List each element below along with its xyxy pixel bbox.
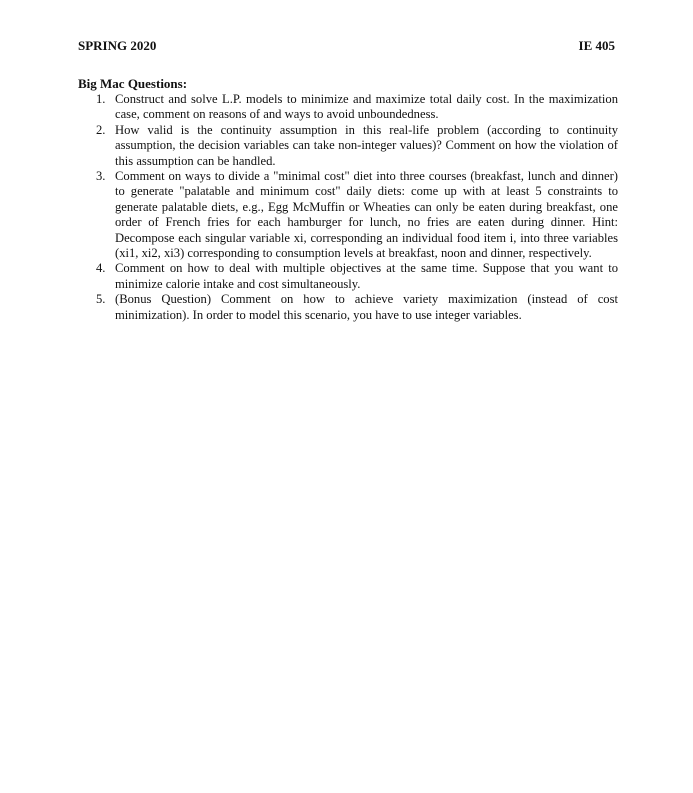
question-number: 4. (96, 261, 106, 276)
question-text: Comment on ways to divide a "minimal cost" diet into three courses (breakfast, lunch and dinner) to generate "palatable and minimum cost" daily diets: come up with at least 5 constraints to generate palatable diets, e.g., Egg McMuffin or Wheaties can only be eaten during breakfast, one order of French fries for each hamburger for lunch, no fries are eaten during dinner. Hint: Decompose each singular variable xi, corresponding an individual food item i, into three variables (xi1, xi2, xi3) corresponding to consumption levels at breakfast, noon and dinner, respectively. (115, 169, 618, 261)
question-text: How valid is the continuity assumption in this real-life problem (according to continuity assumption, the decision variables can take non-integer values)? Comment on how the violation of this assumption can be handled. (115, 122, 618, 168)
question-number: 2. (96, 122, 106, 137)
question-item-5 (78, 292, 618, 323)
question-number: 3. (96, 169, 106, 184)
question-number: 1. (96, 92, 106, 106)
question-text: Construct and solve L.P. models to minimize and maximize total daily cost. In the maximization case, comment on reasons of and ways to avoid unboundedness. (115, 92, 618, 122)
question-item-4 (78, 261, 618, 292)
question-number: 5. (96, 292, 106, 307)
question-list (78, 92, 618, 323)
big-mac-questions-section (78, 76, 618, 323)
section-title: Big Mac Questions: (78, 76, 188, 91)
question-item-2 (78, 123, 618, 169)
question-item-1 (78, 92, 618, 123)
page-header (78, 38, 615, 56)
question-text: Comment on how to deal with multiple objectives at the same time. Suppose that you want to minimize calorie intake and cost simultaneously. (115, 261, 618, 291)
question-text: (Bonus Question) Comment on how to achieve variety maximization (instead of cost minimization). In order to model this scenario, you have to use integer variables. (115, 292, 618, 322)
course-code: IE 405 (578, 38, 615, 53)
question-item-3 (78, 169, 618, 261)
semester-label: SPRING 2020 (78, 38, 157, 53)
